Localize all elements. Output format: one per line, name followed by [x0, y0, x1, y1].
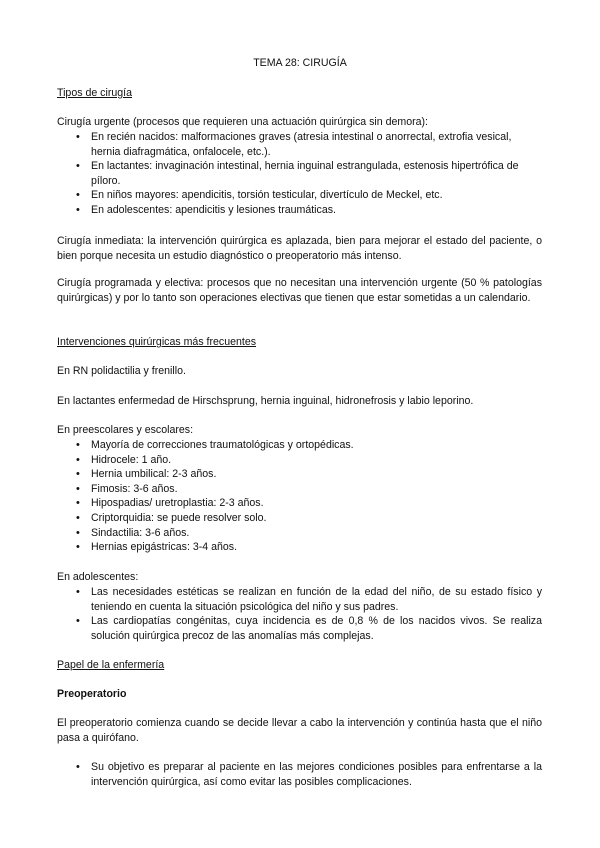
preescolares-intro: En preescolares y escolares:	[57, 424, 194, 436]
list-item: • Fimosis: 3-6 años.	[57, 482, 542, 497]
list-item: • Hidrocele: 1 año.	[57, 453, 542, 468]
programada-paragraph: Cirugía programada y electiva: procesos que no necesitan una intervención urgente (50 % patologías quirúrgicas) y por lo tanto son operaciones electivas que tienen que estar sometidas a un calendario.	[57, 277, 542, 304]
list-item: • Las cardiopatías congénitas, cuya incidencia es de 0,8 % de los nacidos vivos. Se realiza solución quirúrgica precoz de las anomalías más complejas.	[57, 614, 542, 643]
urgente-intro: Cirugía urgente (procesos que requieren una actuación quirúrgica sin demora):	[57, 116, 428, 128]
list-item: • En lactantes: invaginación intestinal, hernia inguinal estrangulada, estenosis hipertrófica de píloro.	[57, 159, 542, 188]
adolescentes-intro: En adolescentes:	[57, 571, 139, 583]
list-item: • Hipospadias/ uretroplastia: 2-3 años.	[57, 496, 542, 511]
section-heading-enfermeria: Papel de la enfermería	[57, 659, 165, 671]
lactantes-paragraph: En lactantes enfermedad de Hirschsprung, hernia inguinal, hidronefrosis y labio leporino.	[57, 395, 474, 407]
preoperatorio-list	[57, 760, 542, 789]
preescolares-list	[57, 438, 542, 555]
list-item: • En adolescentes: apendicitis y lesiones traumáticas.	[57, 203, 542, 218]
subheading-preoperatorio: Preoperatorio	[57, 688, 127, 700]
rn-paragraph: En RN polidactilia y frenillo.	[57, 365, 186, 377]
inmediata-paragraph: Cirugía inmediata: la intervención quirúrgica es aplazada, bien para mejorar el estado del paciente, o bien porque necesita un estudio diagnóstico o preoperatorio más intenso.	[57, 235, 542, 262]
list-item: • Sindactilia: 3-6 años.	[57, 526, 542, 541]
list-item: • Su objetivo es preparar al paciente en las mejores condiciones posibles para enfrentarse a la intervención quirúrgica, así como evitar las posibles complicaciones.	[57, 760, 542, 789]
list-item: • En recién nacidos: malformaciones graves (atresia intestinal o anorrectal, extrofia vesical, hernia diafragmática, onfalocele, etc.).	[57, 130, 542, 159]
page-title: TEMA 28: CIRUGÍA	[253, 57, 347, 69]
list-item: • Criptorquidia: se puede resolver solo.	[57, 511, 542, 526]
urgente-list	[57, 130, 542, 218]
list-item: • Las necesidades estéticas se realizan en función de la edad del niño, de su estado físico y teniendo en cuenta la situación psicológica del niño y sus padres.	[57, 585, 542, 614]
preoperatorio-paragraph: El preoperatorio comienza cuando se decide llevar a cabo la intervención y continúa hasta que el niño pasa a quirófano.	[57, 717, 542, 744]
list-item: • Mayoría de correcciones traumatológicas y ortopédicas.	[57, 438, 542, 453]
adolescentes-list	[57, 585, 542, 643]
section-heading-intervenciones: Intervenciones quirúrgicas más frecuentes	[57, 336, 257, 348]
list-item: • Hernias epigástricas: 3-4 años.	[57, 540, 542, 555]
section-heading-tipos: Tipos de cirugía	[57, 87, 132, 99]
list-item: • Hernia umbilical: 2-3 años.	[57, 467, 542, 482]
list-item: • En niños mayores: apendicitis, torsión testicular, divertículo de Meckel, etc.	[57, 188, 542, 203]
